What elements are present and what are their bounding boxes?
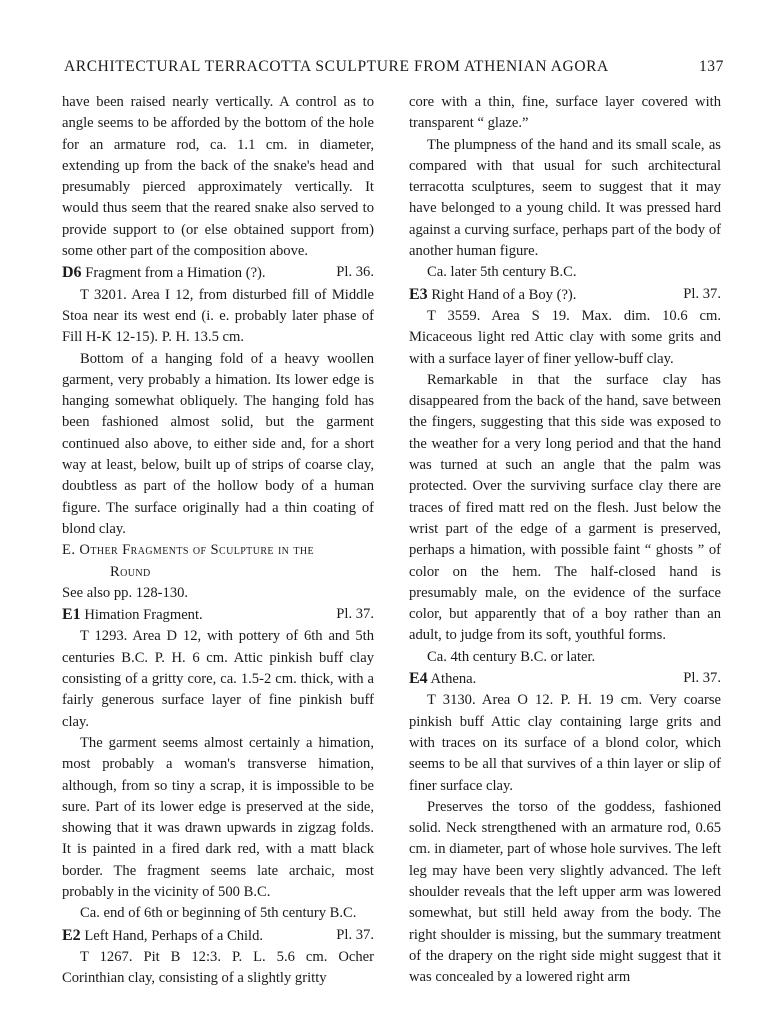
- section-heading-line: Round: [110, 563, 151, 580]
- left-column: [62, 92, 374, 989]
- entry-number: E2: [62, 926, 81, 944]
- entry-heading-e4: [409, 668, 721, 690]
- entry-date: Ca. 4th century B.C. or later.: [427, 648, 596, 665]
- section-heading-e: [62, 540, 374, 583]
- running-head: [64, 58, 724, 82]
- plate-reference: Pl. 37.: [336, 926, 374, 943]
- entry-description: The garment seems almost certainly a himation, most probably a woman's transverse himation, although, from so tiny a scrap, it is impossible to be sure. Part of its lower edge is preserved at the side, showing that it was drawn upwards in zigzag folds. It is painted in a fired dark red, with a matt black border. The fragment seems late archaic, most probably in the vicinity of 500 B.C.: [62, 734, 374, 900]
- entry-heading-e3: [409, 284, 721, 306]
- entry-heading-e1: [62, 604, 374, 626]
- entry-number: D6: [62, 264, 82, 282]
- entry-data: T 3201. Area I 12, from disturbed fill of Middle Stoa near its west end (i. e. probably later phase of Fill H-K 12-15). P. H. 13.5 cm.: [62, 286, 374, 346]
- plate-reference: Pl. 37.: [683, 285, 721, 302]
- entry-data: T 1267. Pit B 12:3. P. L. 5.6 cm. Ocher Corinthian clay, consisting of a slightly gritty: [62, 948, 374, 987]
- section-heading-line: E. Other Fragments of Sculpture in the: [62, 542, 314, 559]
- continued-paragraph: core with a thin, fine, surface layer covered with transparent “ glaze.”: [409, 94, 721, 132]
- entry-number: E1: [62, 606, 81, 624]
- right-column: [409, 92, 721, 988]
- plate-reference: Pl. 37.: [683, 670, 721, 687]
- entry-description: Bottom of a hanging fold of a heavy woollen garment, very probably a himation. Its lower edge is hanging somewhat obliquely. The hanging fold has been fashioned almost solid, but the garment continued also above, to either side and, for a short way at least, below, built up of strips of coarse clay, doubtless as part of the hollow body of a human figure. The surface originally had a thin coating of blond clay.: [62, 350, 374, 537]
- entry-heading-e2: [62, 925, 374, 947]
- entry-data: T 3559. Area S 19. Max. dim. 10.6 cm. Micaceous light red Attic clay with some grits and with a surface layer of finer yellow-buff clay.: [409, 307, 721, 367]
- entry-number: E4: [409, 670, 428, 688]
- entry-heading-d6: [62, 262, 374, 284]
- continued-paragraph: have been raised nearly vertically. A control as to angle seems to be afforded by the bottom of the hole for an armature rod, ca. 1.1 cm. in diameter, extending up from the back of the snake's head and presumably pierced approximately vertically. It would thus seem that the reared snake also served to provide support to (or else obtained support from) some other part of the composition above.: [62, 94, 374, 260]
- entry-description: Remarkable in that the surface clay has disappeared from the back of the hand, save between the fingers, suggesting that this side was exposed to the weather for a very long period and that the hand was turned at such an angle that the palm was protected. Over the surviving surface clay there are traces of fired matt red on the flesh. Just below the wrist part of the edge of a garment is preserved, perhaps a himation, with possible faint “ ghosts ” of color on the hem. The half-closed hand is presumably male, on the evidence of the surface color, but apparently that of a boy rather than an adult, to judge from its soft, youthful forms.: [409, 371, 721, 644]
- plate-reference: Pl. 37.: [336, 606, 374, 623]
- entry-number: E3: [409, 285, 428, 303]
- plate-reference: Pl. 36.: [336, 264, 374, 281]
- page-number: 137: [698, 58, 724, 75]
- entry-title: Fragment from a Himation (?).: [85, 265, 266, 282]
- entry-date: Ca. later 5th century B.C.: [427, 264, 577, 281]
- entry-title: Athena.: [430, 671, 477, 688]
- see-also-note: See also pp. 128-130.: [62, 584, 189, 601]
- entry-title: Himation Fragment.: [84, 607, 203, 624]
- entry-date: Ca. end of 6th or beginning of 5th century B.C.: [80, 905, 357, 922]
- running-head-title: ARCHITECTURAL TERRACOTTA SCULPTURE FROM ATHENIAN AGORA: [64, 58, 609, 75]
- entry-title: Right Hand of a Boy (?).: [431, 286, 577, 303]
- entry-description: Preserves the torso of the goddess, fashioned solid. Neck strengthened with an armature rod, 0.65 cm. in diameter, part of whose hole survives. The left leg may have been very slightly advanced. The left shoulder reveals that the left upper arm was lowered somewhat, but still held away from the body. The right shoulder is missing, but the summary treatment of the drapery on the right side might suggest that it was concealed by a lowered right arm: [409, 798, 721, 986]
- entry-title: Left Hand, Perhaps of a Child.: [84, 927, 264, 944]
- entry-description: The plumpness of the hand and its small scale, as compared with that usual for such architectural terracotta sculptures, seem to suggest that it may have belonged to a young child. It was pressed hard against a curving surface, perhaps part of the body of another human figure.: [409, 136, 721, 260]
- entry-data: T 1293. Area D 12, with pottery of 6th and 5th centuries B.C. P. H. 6 cm. Attic pinkish buff clay consisting of a gritty core, ca. 1.5-2 cm. thick, with a fairly generous surface layer of fine pinkish buff clay.: [62, 628, 374, 730]
- entry-data: T 3130. Area O 12. P. H. 19 cm. Very coarse pinkish buff Attic clay containing large grits and with traces on its surface of a blond color, which seems to be all that survives of a thin layer or slip of finer surface clay.: [409, 692, 721, 794]
